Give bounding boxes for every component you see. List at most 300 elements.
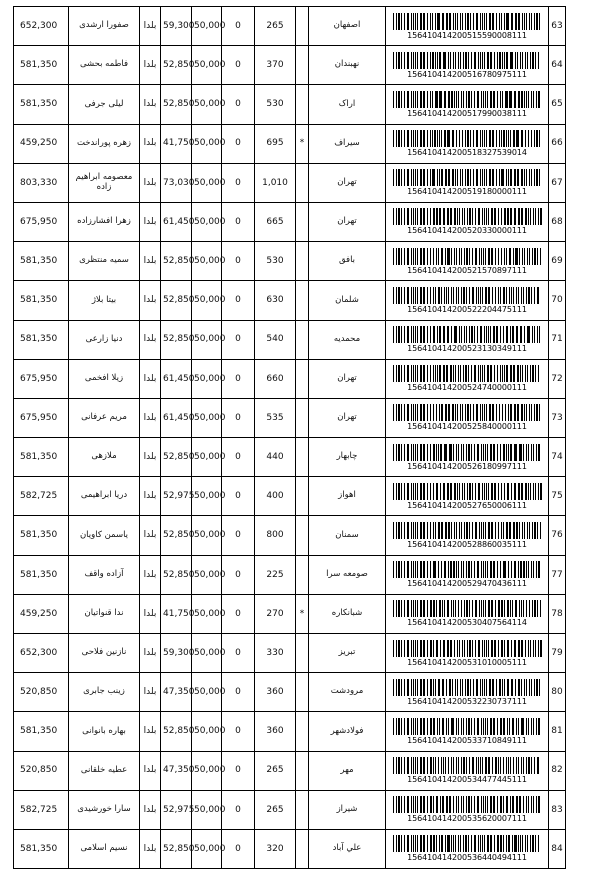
barcode-bar xyxy=(427,326,428,343)
barcode-bar xyxy=(524,404,525,421)
barcode-cell xyxy=(386,712,549,751)
barcode-bar xyxy=(396,796,397,813)
barcode-bar xyxy=(490,718,492,735)
city-cell: شیراز xyxy=(309,790,386,829)
zero-count-cell: 0 xyxy=(222,751,255,790)
barcode-bar xyxy=(486,483,487,500)
barcode-bar xyxy=(538,91,540,108)
row-number-cell: 69 xyxy=(549,242,566,281)
barcode-bar xyxy=(493,326,495,343)
amount-a-cell: 59,300 xyxy=(161,7,192,46)
barcode-bar xyxy=(415,835,416,852)
barcode-bar xyxy=(526,287,527,304)
barcode-bar xyxy=(507,679,509,696)
recipient-name-cell: آزاده واقف xyxy=(69,555,140,594)
barcode-bar xyxy=(432,169,435,186)
barcode-bar xyxy=(520,561,522,578)
barcode-graphic xyxy=(391,483,543,500)
barcode-bar xyxy=(398,208,400,225)
barcode-bar xyxy=(398,404,400,421)
amount-b-cell: 50,000 xyxy=(192,398,222,437)
barcode-bar xyxy=(476,287,477,304)
barcode-bar xyxy=(454,522,455,539)
barcode-bar xyxy=(489,404,491,421)
barcode-bar xyxy=(396,483,397,500)
barcode-bar xyxy=(415,248,416,265)
barcode-bar xyxy=(485,522,486,539)
barcode-bar xyxy=(514,404,516,421)
barcode-bar xyxy=(471,718,472,735)
barcode-bar xyxy=(455,169,456,186)
barcode-bar xyxy=(459,326,460,343)
status-cell: بلدا xyxy=(140,751,161,790)
barcode-bar xyxy=(435,365,436,382)
weight-cell: 370 xyxy=(255,46,296,85)
barcode-bar xyxy=(501,483,502,500)
barcode-bar xyxy=(478,640,480,657)
barcode-bar xyxy=(475,208,476,225)
barcode-bar xyxy=(451,248,452,265)
barcode-bar xyxy=(494,52,495,69)
barcode-bar xyxy=(500,444,501,461)
barcode-bar xyxy=(536,561,537,578)
barcode-bar xyxy=(533,796,534,813)
barcode-bar xyxy=(482,208,483,225)
barcode-bar xyxy=(456,718,457,735)
barcode-bar xyxy=(420,326,422,343)
barcode-bar xyxy=(417,835,418,852)
barcode-bar xyxy=(500,326,501,343)
barcode-bar xyxy=(459,248,460,265)
amount-b-cell: 50,000 xyxy=(192,634,222,673)
barcode-bar xyxy=(508,169,509,186)
barcode-bar xyxy=(513,365,515,382)
barcode-bar xyxy=(415,561,416,578)
row-number-cell: 70 xyxy=(549,281,566,320)
barcode-bar xyxy=(464,600,465,617)
barcode-bar xyxy=(534,169,535,186)
table-row xyxy=(14,634,566,673)
recipient-name-cell: دریا ابراهیمی xyxy=(69,477,140,516)
barcode-bar xyxy=(423,404,425,421)
barcode-bar xyxy=(417,326,418,343)
barcode-bar xyxy=(486,208,487,225)
barcode-number: 156410414200523130349111 xyxy=(407,344,527,353)
barcode-bar xyxy=(461,91,462,108)
barcode-bar xyxy=(407,796,409,813)
barcode-bar xyxy=(508,404,509,421)
status-cell: بلدا xyxy=(140,163,161,202)
barcode-number: 156410414200525840000111 xyxy=(407,422,527,432)
barcode-bar xyxy=(407,718,409,735)
barcode-bar xyxy=(413,208,414,225)
barcode-bar xyxy=(453,52,454,69)
barcode-bar xyxy=(404,640,405,657)
barcode-bar xyxy=(411,718,412,735)
barcode-bar xyxy=(494,483,496,500)
barcode-bar xyxy=(491,522,493,539)
barcode-bar xyxy=(430,600,432,617)
barcode-bar xyxy=(415,522,416,539)
barcode-bar xyxy=(449,796,451,813)
barcode-bar xyxy=(430,640,432,657)
barcode-bar xyxy=(453,600,454,617)
barcode-bar xyxy=(484,835,485,852)
barcode-bar xyxy=(477,561,479,578)
city-cell: چابهار xyxy=(309,438,386,477)
barcode-bar xyxy=(480,365,481,382)
recipient-name-cell: دنیا زارعی xyxy=(69,320,140,359)
barcode-bar xyxy=(430,169,431,186)
barcode-bar xyxy=(420,522,422,539)
zero-count-cell: 0 xyxy=(222,398,255,437)
weight-cell: 330 xyxy=(255,634,296,673)
barcode-bar xyxy=(450,208,452,225)
barcode-bar xyxy=(481,561,482,578)
barcode-bar xyxy=(455,679,456,696)
barcode-bar xyxy=(490,444,492,461)
barcode-bar xyxy=(501,130,502,147)
barcode-graphic xyxy=(391,718,543,735)
barcode-bar xyxy=(521,169,523,186)
amount-b-cell: 50,000 xyxy=(192,751,222,790)
barcode-bar xyxy=(513,757,514,774)
barcode-bar xyxy=(522,13,523,30)
barcode-bar xyxy=(462,13,463,30)
barcode-bar xyxy=(439,404,440,421)
barcode-bar xyxy=(505,404,506,421)
barcode-bar xyxy=(527,326,530,343)
amount-a-cell: 61,450 xyxy=(161,202,192,241)
barcode-bar xyxy=(486,404,487,421)
barcode-bar xyxy=(539,326,540,343)
status-cell: بلدا xyxy=(140,320,161,359)
barcode-bar xyxy=(482,757,483,774)
barcode-bar xyxy=(441,287,442,304)
barcode-bar xyxy=(444,130,446,147)
barcode-bar xyxy=(438,757,439,774)
barcode-bar xyxy=(411,835,412,852)
barcode-bar xyxy=(448,52,449,69)
recipient-name-cell: زیلا افخمی xyxy=(69,359,140,398)
barcode-bar xyxy=(488,483,489,500)
table-row xyxy=(14,46,566,85)
barcode-bar xyxy=(449,444,452,461)
barcode-bar xyxy=(423,208,425,225)
barcode-bar xyxy=(531,404,532,421)
flag-cell xyxy=(296,85,309,124)
barcode-bar xyxy=(509,522,511,539)
barcode-bar xyxy=(407,835,409,852)
barcode-bar xyxy=(413,640,414,657)
barcode-bar xyxy=(462,208,463,225)
barcode-bar xyxy=(521,208,523,225)
barcode-bar xyxy=(491,483,493,500)
barcode-bar xyxy=(533,91,534,108)
barcode-bar xyxy=(439,600,441,617)
barcode-bar xyxy=(464,483,465,500)
barcode-graphic xyxy=(391,757,543,774)
barcode-bar xyxy=(404,248,405,265)
barcode-graphic xyxy=(391,640,543,657)
weight-cell: 440 xyxy=(255,438,296,477)
barcode-bar xyxy=(461,444,462,461)
barcode-bar xyxy=(417,404,418,421)
barcode-bar xyxy=(507,208,509,225)
barcode-bar xyxy=(491,600,493,617)
barcode-bar xyxy=(444,600,445,617)
total-amount-cell: 581,350 xyxy=(14,438,69,477)
table-row xyxy=(14,829,566,868)
barcode-bar xyxy=(435,13,436,30)
barcode-bar xyxy=(442,13,444,30)
barcode-bar xyxy=(522,365,523,382)
barcode-bar xyxy=(430,365,431,382)
barcode-bar xyxy=(401,444,402,461)
barcode-bar xyxy=(528,130,529,147)
barcode-bar xyxy=(457,13,458,30)
barcode-bar xyxy=(510,404,512,421)
barcode-bar xyxy=(398,796,400,813)
barcode-bar xyxy=(482,679,483,696)
barcode-bar xyxy=(538,561,540,578)
barcode-bar xyxy=(512,796,514,813)
barcode-bar xyxy=(396,600,397,617)
barcode-bar xyxy=(498,287,499,304)
barcode-bar xyxy=(482,52,483,69)
barcode-bar xyxy=(441,248,443,265)
barcode-bar xyxy=(445,248,446,265)
barcode-bar xyxy=(454,326,457,343)
barcode-bar xyxy=(531,91,532,108)
barcode-bar xyxy=(489,130,491,147)
recipient-name-cell: مریم عرفانی xyxy=(69,398,140,437)
barcode-bar xyxy=(407,444,409,461)
barcode-bar xyxy=(536,91,537,108)
barcode-bar xyxy=(526,757,527,774)
table-row xyxy=(14,124,566,163)
barcode-bar xyxy=(423,679,425,696)
barcode-bar xyxy=(465,130,466,147)
barcode-bar xyxy=(530,835,531,852)
barcode-bar xyxy=(527,522,528,539)
barcode-bar xyxy=(417,679,418,696)
barcode-bar xyxy=(430,13,431,30)
status-cell: بلدا xyxy=(140,634,161,673)
zero-count-cell: 0 xyxy=(222,281,255,320)
barcode-bar xyxy=(457,208,458,225)
barcode-bar xyxy=(442,718,444,735)
barcode-bar xyxy=(524,679,525,696)
row-number-cell: 81 xyxy=(549,712,566,751)
flag-cell xyxy=(296,634,309,673)
barcode-bar xyxy=(468,444,470,461)
barcode-bar xyxy=(504,365,505,382)
barcode-bar xyxy=(494,208,496,225)
barcode-bar xyxy=(481,600,482,617)
barcode-bar xyxy=(439,130,440,147)
barcode-bar xyxy=(484,13,485,30)
total-amount-cell: 459,250 xyxy=(14,594,69,633)
barcode-bar xyxy=(492,130,494,147)
barcode-bar xyxy=(435,287,436,304)
barcode-cell xyxy=(386,85,549,124)
barcode-bar xyxy=(527,248,528,265)
flag-cell xyxy=(296,790,309,829)
barcode-bar xyxy=(488,208,489,225)
barcode-bar xyxy=(435,91,438,108)
barcode-bar xyxy=(518,679,520,696)
barcode-bar xyxy=(466,444,467,461)
barcode-bar xyxy=(433,796,434,813)
barcode-bar xyxy=(417,483,418,500)
weight-cell: 530 xyxy=(255,242,296,281)
barcode-bar xyxy=(451,835,452,852)
barcode-bar xyxy=(463,835,464,852)
barcode-bar xyxy=(417,718,418,735)
barcode-bar xyxy=(525,130,526,147)
barcode-bar xyxy=(528,561,529,578)
table-row xyxy=(14,281,566,320)
barcode-bar xyxy=(496,130,497,147)
barcode-bar xyxy=(499,404,500,421)
barcode-bar xyxy=(506,444,507,461)
barcode-bar xyxy=(495,600,496,617)
barcode-bar xyxy=(491,248,493,265)
barcode-bar xyxy=(432,130,433,147)
amount-b-cell: 50,000 xyxy=(192,163,222,202)
barcode-bar xyxy=(448,718,449,735)
barcode-bar xyxy=(483,444,484,461)
barcode-bar xyxy=(506,130,507,147)
zero-count-cell: 0 xyxy=(222,163,255,202)
barcode-bar xyxy=(516,718,517,735)
barcode-bar xyxy=(420,91,422,108)
barcode-bar xyxy=(471,444,472,461)
barcode-bar xyxy=(435,522,436,539)
amount-a-cell: 52,850 xyxy=(161,85,192,124)
amount-a-cell: 52,850 xyxy=(161,829,192,868)
barcode-bar xyxy=(536,13,538,30)
barcode-bar xyxy=(539,13,540,30)
barcode-bar xyxy=(411,287,412,304)
barcode-bar xyxy=(474,796,475,813)
barcode-bar xyxy=(430,757,432,774)
weight-cell: 535 xyxy=(255,398,296,437)
amount-b-cell: 50,000 xyxy=(192,359,222,398)
barcode-bar xyxy=(473,679,474,696)
barcode-bar xyxy=(482,287,483,304)
barcode-bar xyxy=(531,679,532,696)
barcode-bar xyxy=(393,208,394,225)
barcode-bar xyxy=(492,287,493,304)
barcode-bar xyxy=(521,287,522,304)
barcode-bar xyxy=(430,796,432,813)
barcode-bar xyxy=(466,287,467,304)
barcode-bar xyxy=(503,561,506,578)
barcode-bar xyxy=(450,640,452,657)
barcode-bar xyxy=(430,287,431,304)
barcode-bar xyxy=(479,600,480,617)
barcode-bar xyxy=(413,365,414,382)
city-cell: اراک xyxy=(309,85,386,124)
barcode-bar xyxy=(513,287,514,304)
barcode-bar xyxy=(467,169,469,186)
flag-cell xyxy=(296,438,309,477)
barcode-bar xyxy=(438,248,439,265)
barcode-bar xyxy=(407,287,409,304)
barcode-bar xyxy=(417,208,418,225)
amount-b-cell: 50,000 xyxy=(192,124,222,163)
barcode-graphic xyxy=(391,248,543,265)
barcode-bar xyxy=(501,600,503,617)
barcode-bar xyxy=(476,130,478,147)
barcode-bar xyxy=(396,208,397,225)
recipient-name-cell: یاسمن کاویان xyxy=(69,516,140,555)
barcode-bar xyxy=(415,679,416,696)
barcode-bar xyxy=(493,718,495,735)
barcode-bar xyxy=(502,404,503,421)
city-cell: اهواز xyxy=(309,477,386,516)
flag-cell xyxy=(296,555,309,594)
amount-a-cell: 61,450 xyxy=(161,398,192,437)
barcode-bar xyxy=(504,208,506,225)
barcode-bar xyxy=(446,13,448,30)
barcode-bar xyxy=(528,208,529,225)
barcode-bar xyxy=(413,91,414,108)
barcode-bar xyxy=(506,248,507,265)
barcode-bar xyxy=(439,835,440,852)
barcode-bar xyxy=(444,91,446,108)
barcode-bar xyxy=(480,13,481,30)
barcode-bar xyxy=(520,326,522,343)
barcode-bar xyxy=(401,365,402,382)
barcode-bar xyxy=(504,679,505,696)
barcode-bar xyxy=(516,130,519,147)
barcode-bar xyxy=(401,91,402,108)
barcode-bar xyxy=(451,757,452,774)
barcode-bar xyxy=(483,91,484,108)
barcode-bar xyxy=(537,326,538,343)
weight-cell: 265 xyxy=(255,751,296,790)
barcode-number: 156410414200535620007111 xyxy=(407,814,527,824)
barcode-number: 156410414200515590008111 xyxy=(407,30,527,40)
shipment-table xyxy=(13,6,566,869)
barcode-bar xyxy=(463,287,465,304)
barcode-bar xyxy=(404,326,405,343)
barcode-bar xyxy=(516,287,517,304)
barcode-bar xyxy=(490,561,492,578)
barcode-bar xyxy=(487,444,488,461)
barcode-bar xyxy=(430,52,431,69)
barcode-bar xyxy=(532,600,533,617)
barcode-bar xyxy=(427,483,428,500)
barcode-bar xyxy=(407,679,409,696)
amount-b-cell: 50,000 xyxy=(192,85,222,124)
barcode-bar xyxy=(484,169,485,186)
status-cell: بلدا xyxy=(140,242,161,281)
city-cell: صومعه سرا xyxy=(309,555,386,594)
barcode-bar xyxy=(490,365,492,382)
barcode-bar xyxy=(466,561,467,578)
barcode-bar xyxy=(439,169,440,186)
barcode-bar xyxy=(463,757,465,774)
barcode-bar xyxy=(398,483,400,500)
barcode-bar xyxy=(521,757,522,774)
barcode-bar xyxy=(513,130,515,147)
row-number-cell: 83 xyxy=(549,790,566,829)
barcode-bar xyxy=(537,757,539,774)
